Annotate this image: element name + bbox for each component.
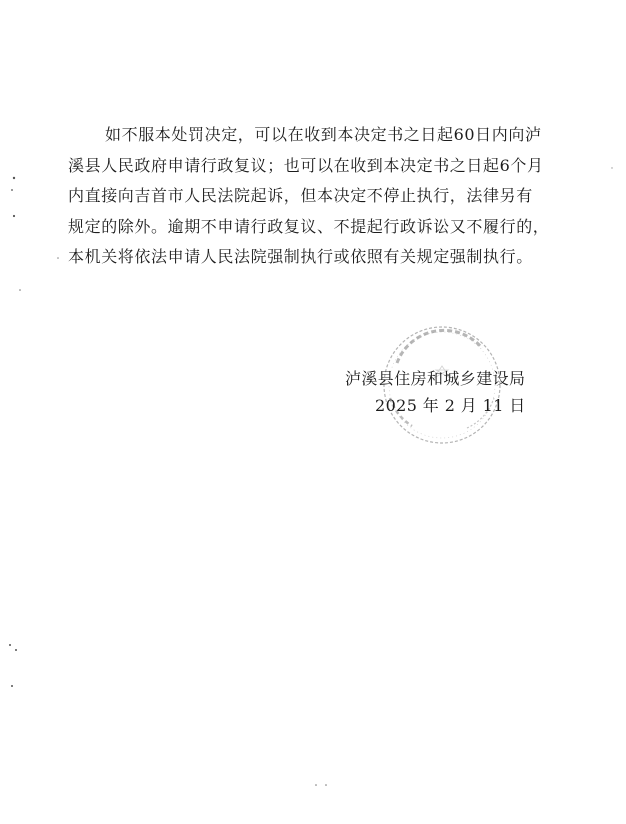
- paragraph-line-4: 规定的除外。逾期不申请行政复议、不提起行政诉讼又不履行的，: [68, 216, 550, 236]
- signature-block: [345, 365, 535, 419]
- issuer-name: 泸溪县住房和城乡建设局: [345, 369, 526, 388]
- paragraph-line-5: 本机关将依法申请人民法院强制执行或依照有关规定强制执行。: [68, 247, 533, 266]
- paragraph-line-1: 如不服本处罚决定，可以在收到本决定书之日起60日内向泸: [105, 125, 542, 144]
- issue-date: 2025 年 2 月 11 日: [375, 396, 526, 415]
- penalty-appeal-paragraph: [68, 120, 550, 273]
- paragraph-line-2: 溪县人民政府申请行政复议；也可以在收到本决定书之日起6个月: [68, 155, 544, 175]
- paragraph-line-3: 内直接向吉首市人民法院起诉，但本决定不停止执行，法律另有: [68, 186, 533, 205]
